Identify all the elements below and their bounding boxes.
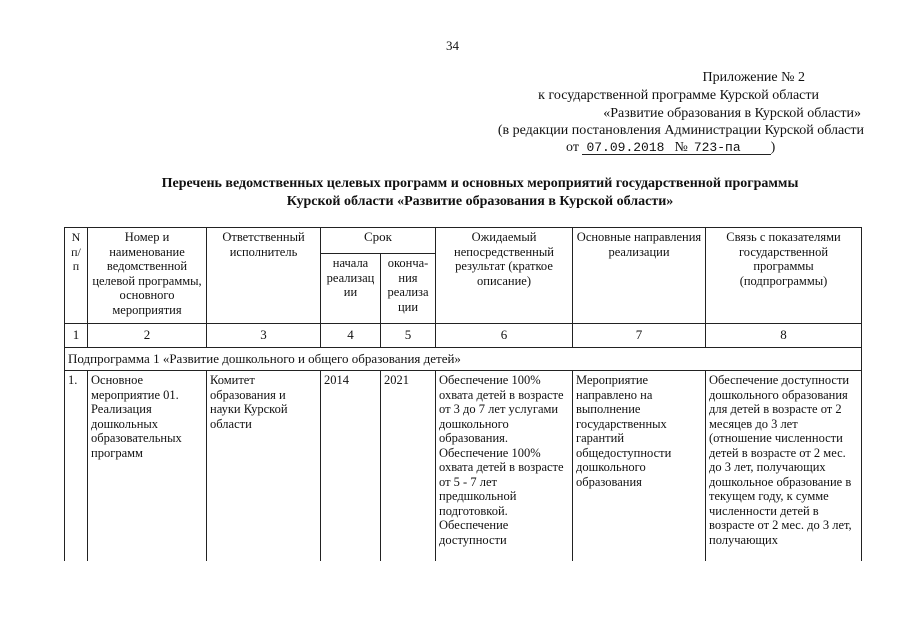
appendix-program-line: к государственной программе Курской области xyxy=(538,88,819,103)
title-line-2: Курской области «Развитие образования в Курской области» xyxy=(286,194,674,209)
header-term: Срок xyxy=(321,228,436,254)
title-line-1: Перечень ведомственных целевых программ и основных мероприятий государственной программы xyxy=(161,176,799,191)
column-number: 2 xyxy=(88,324,207,348)
column-number: 8 xyxy=(706,324,862,348)
page-number: 34 xyxy=(446,38,459,53)
row-name: Основное мероприятие 01. Реализация дошкольных образовательных программ xyxy=(88,371,207,562)
column-number: 4 xyxy=(321,324,381,348)
subprogram-title: Подпрограмма 1 «Развитие дошкольного и общего образования детей» xyxy=(65,347,862,371)
row-link: Обеспечение доступности дошкольного образования для детей в возрасте от 2 месяцев до 3 лет (отношение численности детей в возрасте от 2 мес. до 3 лет, получающих дошкольное образование в текущем году, к сумме численности детей в возрасте от 2 мес. до 3 лет, получающих xyxy=(706,371,862,562)
column-numbers-row xyxy=(65,324,862,348)
column-number: 7 xyxy=(573,324,706,348)
row-executor: Комитет образования и науки Курской области xyxy=(207,371,321,562)
row-end: 2021 xyxy=(381,371,436,562)
row-result: Обеспечение 100% охвата детей в возрасте от 3 до 7 лет услугами дошкольного образования. Обеспечение 100% охвата детей в возрасте от 5 - 7 лет предшкольной подготовкой. Обеспечение доступности xyxy=(436,371,573,562)
document-title xyxy=(80,175,880,211)
appendix-date-number-line xyxy=(566,140,775,156)
header-result: Ожидаемый непосредственный результат (краткое описание) xyxy=(436,228,573,324)
column-number: 3 xyxy=(207,324,321,348)
column-number: 5 xyxy=(381,324,436,348)
row-directions: Мероприятие направлено на выполнение государственных гарантий общедоступности дошкольного образования xyxy=(573,371,706,562)
row-num: 1. xyxy=(65,371,88,562)
header-directions: Основные направления реализации xyxy=(573,228,706,324)
decree-date: 07.09.2018 xyxy=(582,141,668,155)
column-number: 1 xyxy=(65,324,88,348)
appendix-edition-line: (в редакции постановления Администрации Курской области xyxy=(497,123,864,138)
date-prefix: от xyxy=(566,140,579,155)
header-start: начала реализац ии xyxy=(321,254,381,324)
row-start: 2014 xyxy=(321,371,381,562)
table-row xyxy=(65,371,862,562)
header-name: Номер и наименование ведомственной целевой программы, основного мероприятия xyxy=(88,228,207,324)
date-line-suffix: ) xyxy=(770,140,776,155)
header-row-1 xyxy=(65,228,862,254)
section-row xyxy=(65,347,862,371)
header-link: Связь с показателями государственной программы (подпрограммы) xyxy=(706,228,862,324)
decree-number: 723-па xyxy=(688,141,771,155)
appendix-program-name: «Развитие образования в Курской области» xyxy=(603,106,861,121)
header-executor: Ответственный исполнитель xyxy=(207,228,321,324)
appendix-title: Приложение № 2 xyxy=(702,70,805,85)
header-num: N п/п xyxy=(65,228,88,324)
programs-table xyxy=(64,227,862,561)
column-number: 6 xyxy=(436,324,573,348)
header-end: оконча- ния реализа ции xyxy=(381,254,436,324)
decree-number-prefix: № xyxy=(668,141,687,155)
